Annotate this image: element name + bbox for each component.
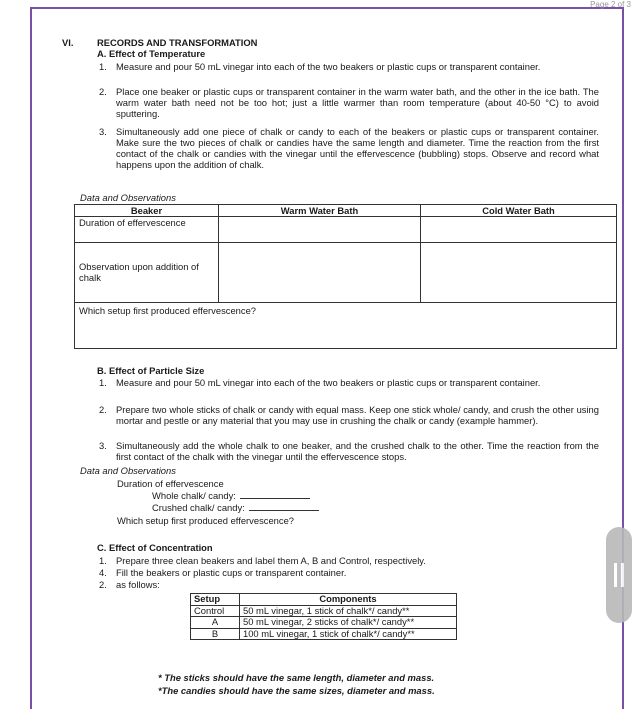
part-a-step-num: 1. [99, 61, 107, 72]
note-sticks: * The sticks should have the same length, diameter and mass. [158, 672, 435, 683]
part-b-title: B. Effect of Particle Size [97, 365, 205, 376]
whole-label: Whole chalk/ candy: [152, 490, 236, 501]
part-b-step-text: Simultaneously add the whole chalk to one beaker, and the crushed chalk to the other. Time the reaction from the first contact of the chalk with the vinegar until the effervescence stops. [116, 440, 599, 462]
comp-components: 50 mL vinegar, 2 sticks of chalk*/ candy** [240, 617, 457, 629]
part-b-step-num: 1. [99, 377, 107, 388]
crushed-blank[interactable] [249, 502, 319, 511]
part-a-step-text: Measure and pour 50 mL vinegar into each of the two beakers or plastic cups or transparent container. [116, 61, 541, 72]
observation-table [74, 204, 617, 303]
page-number: Page 2 of 3 [590, 0, 631, 9]
part-b-crushed [152, 502, 319, 513]
table-cell-empty[interactable] [219, 217, 421, 243]
whole-blank[interactable] [240, 490, 310, 499]
part-b-data-label: Data and Observations [80, 465, 176, 476]
part-c-step-num: 2. [99, 579, 107, 590]
section-title: RECORDS AND TRANSFORMATION [97, 37, 258, 48]
part-b-whole [152, 490, 310, 501]
part-a-title: A. Effect of Temperature [97, 48, 206, 59]
part-b-step-num: 2. [99, 404, 107, 415]
table-question-row [74, 303, 617, 349]
part-c-step-text: Prepare three clean beakers and label them A, B and Control, respectively. [116, 555, 426, 566]
grip-line-icon [621, 563, 624, 587]
part-a-step-text: Simultaneously add one piece of chalk or candy to each of the beakers or plastic cups or transparent container. Make sure the two pieces of chalk or candies have the same length and diameter. Time the reaction from the first contact of the chalk or candies with the vinegar until the effervescence (bubbling) stops. Observe and record what happens upon the addition of chalk. [116, 126, 599, 170]
crushed-label: Crushed chalk/ candy: [152, 502, 245, 513]
comp-header: Setup [191, 594, 240, 606]
part-b-step-text: Prepare two whole sticks of chalk or candy with equal mass. Keep one stick whole/ candy, and crush the other using mortar and pestle or any material that you may use in crushing the chalk or candy (example hammer). [116, 404, 599, 426]
part-c-title: C. Effect of Concentration [97, 542, 213, 553]
table-cell-empty[interactable] [421, 243, 617, 303]
components-table [190, 593, 457, 640]
comp-setup: B [191, 628, 240, 640]
comp-components: 100 mL vinegar, 1 stick of chalk*/ candy** [240, 628, 457, 640]
table-header: Warm Water Bath [219, 205, 421, 217]
part-c-step-num: 1. [99, 555, 107, 566]
part-b-step-text: Measure and pour 50 mL vinegar into each of the two beakers or plastic cups or transparent container. [116, 377, 541, 388]
part-a-step-num: 3. [99, 126, 107, 137]
table-cell-empty[interactable] [219, 243, 421, 303]
part-c-step-num: 4. [99, 567, 107, 578]
part-a-step-text: Place one beaker or plastic cups or transparent container in the warm water bath, and the other in the ice bath. The warm water bath need not be too hot; just a little warmer than room temperature (about 40-50 °C) to avoid sputtering. [116, 86, 599, 119]
comp-components: 50 mL vinegar, 1 stick of chalk*/ candy** [240, 605, 457, 617]
part-b-duration: Duration of effervescence [117, 478, 224, 489]
note-candies: *The candies should have the same sizes, diameter and mass. [158, 685, 435, 696]
comp-setup: Control [191, 605, 240, 617]
comp-header: Components [240, 594, 457, 606]
section-roman: VI. [62, 37, 74, 48]
table-question: Which setup first produced effervescence? [79, 305, 257, 316]
part-c-step-text: Fill the beakers or plastic cups or transparent container. [116, 567, 347, 578]
grip-line-icon [614, 563, 617, 587]
part-b-step-num: 3. [99, 440, 107, 451]
table-row-label: Duration of effervescence [75, 217, 219, 243]
part-b-question: Which setup first produced effervescence? [117, 515, 295, 526]
table-row-label: Observation upon addition of chalk [75, 243, 219, 303]
comp-setup: A [191, 617, 240, 629]
table-cell-empty[interactable] [421, 217, 617, 243]
scroll-handle[interactable] [606, 527, 632, 623]
table-header: Cold Water Bath [421, 205, 617, 217]
table-header: Beaker [75, 205, 219, 217]
part-c-step-text: as follows: [116, 579, 160, 590]
part-a-data-label: Data and Observations [80, 192, 176, 203]
part-a-step-num: 2. [99, 86, 107, 97]
